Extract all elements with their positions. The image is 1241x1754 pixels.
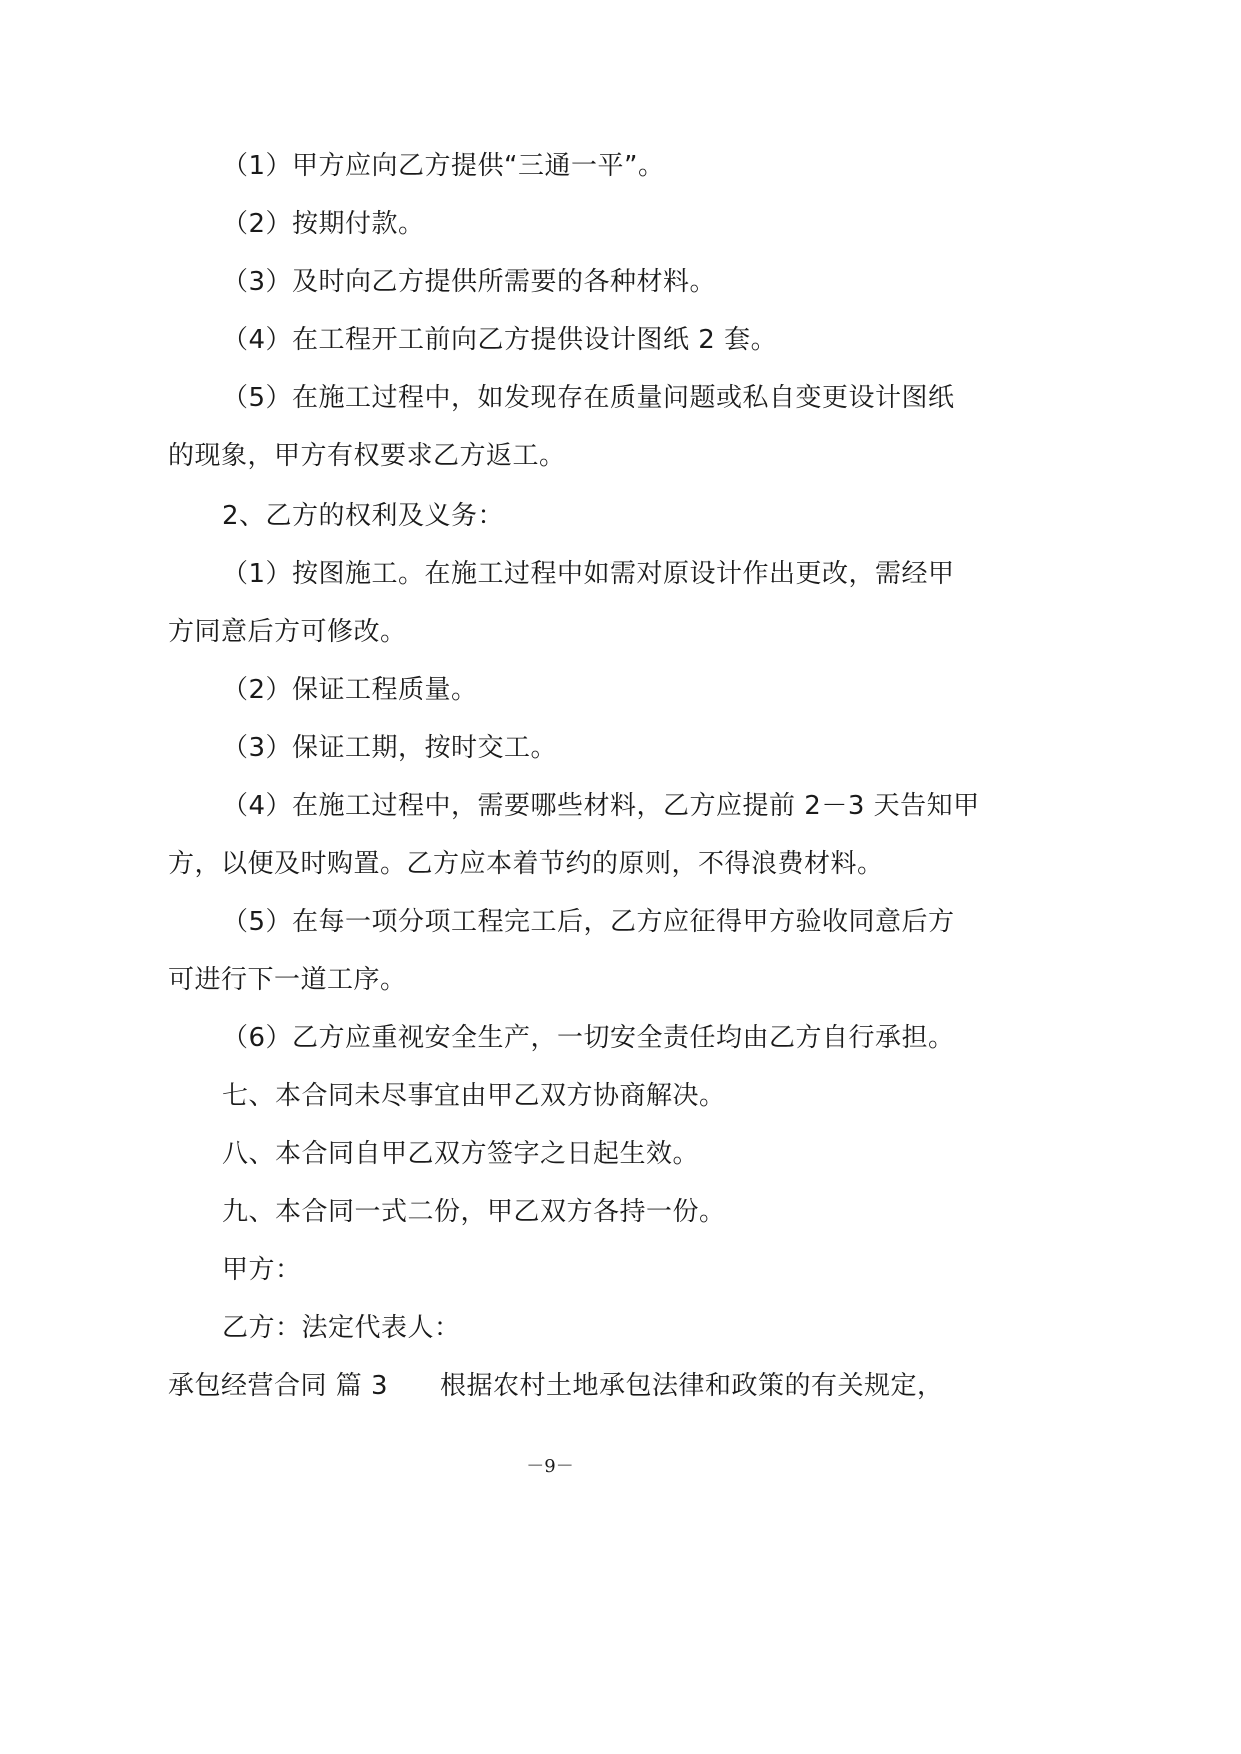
document-title: 承包经营合同 篇 3: [168, 1371, 389, 1401]
paragraph-line: （1）按图施工。在施工过程中如需对原设计作出更改，需经甲: [222, 559, 955, 589]
paragraph-line: （1）甲方应向乙方提供“三通一平”。: [222, 151, 665, 181]
signature-party-a: 甲方：: [222, 1255, 302, 1285]
page-number: －9－: [526, 1456, 574, 1477]
clause-line: 九、本合同一式二份，甲乙双方各持一份。: [222, 1197, 726, 1227]
paragraph-line: 根据农村土地承包法律和政策的有关规定，: [440, 1371, 944, 1401]
paragraph-line: （4）在施工过程中，需要哪些材料，乙方应提前 2－3 天告知甲: [222, 791, 980, 821]
paragraph-line: （6）乙方应重视安全生产，一切安全责任均由乙方自行承担。: [222, 1023, 955, 1053]
section-heading: 2、乙方的权利及义务：: [222, 501, 505, 531]
paragraph-line: （4）在工程开工前向乙方提供设计图纸 2 套。: [222, 325, 778, 355]
paragraph-line: 的现象，甲方有权要求乙方返工。: [168, 441, 566, 471]
paragraph-line: （3）及时向乙方提供所需要的各种材料。: [222, 267, 717, 297]
paragraph-line: 方同意后方可修改。: [168, 617, 407, 647]
paragraph-line: 方，以便及时购置。乙方应本着节约的原则，不得浪费材料。: [168, 849, 884, 879]
clause-line: 八、本合同自甲乙双方签字之日起生效。: [222, 1139, 700, 1169]
clause-line: 七、本合同未尽事宜由甲乙双方协商解决。: [222, 1081, 726, 1111]
paragraph-line: （2）按期付款。: [222, 209, 425, 239]
paragraph-line: （3）保证工期，按时交工。: [222, 733, 558, 763]
signature-party-b: 乙方：法定代表人：: [222, 1313, 461, 1343]
paragraph-line: （5）在施工过程中，如发现存在质量问题或私自变更设计图纸: [222, 383, 955, 413]
paragraph-line: 可进行下一道工序。: [168, 965, 407, 995]
paragraph-line: （5）在每一项分项工程完工后，乙方应征得甲方验收同意后方: [222, 907, 955, 937]
paragraph-line: （2）保证工程质量。: [222, 675, 478, 705]
